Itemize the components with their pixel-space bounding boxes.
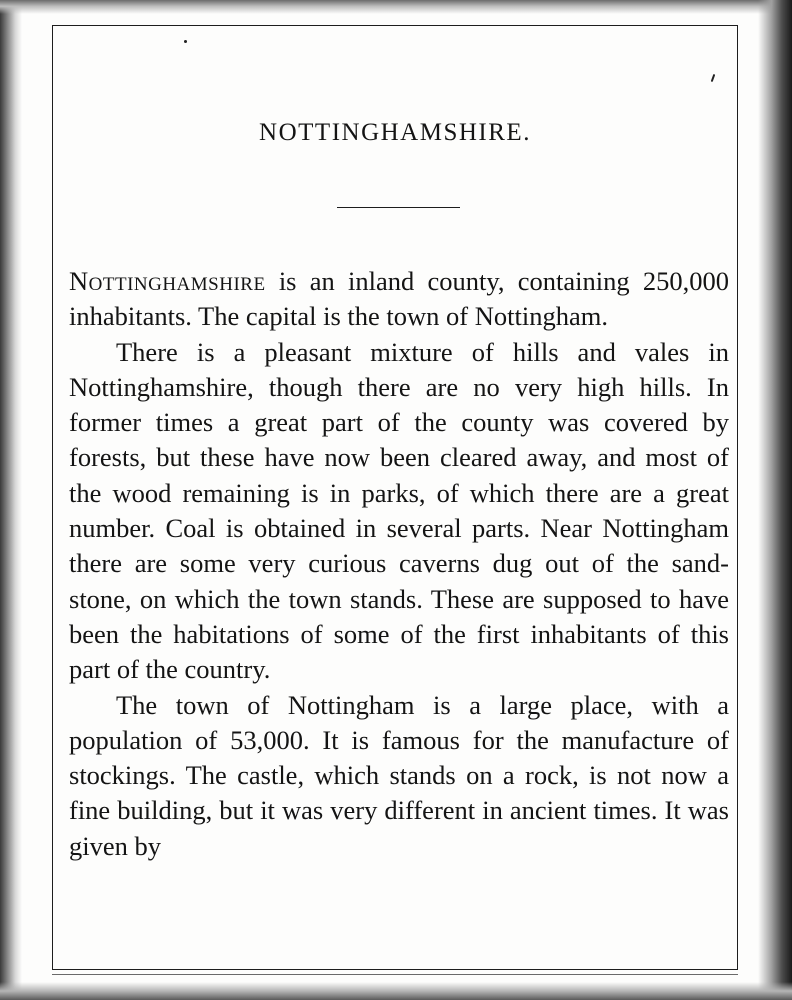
paragraph-1-text: is an inland county, containing 250,000 inhabitants. The capital is the town of Nottingham. [69,266,729,332]
scan-edge-left [0,0,22,1000]
title-rule [337,207,460,208]
ink-speck [184,40,187,43]
scan-edge-bottom [0,982,792,1000]
paragraph-3: The town of Nottingham is a large place, with a population of 53,000. It is famous for the manufacture of stockings. The castle, which stands on a rock, is not now a fine building, but it was very different in ancient times. It was given by [69,689,729,861]
scan-edge-right [758,0,792,1000]
body-text [69,264,729,864]
paragraph-1 [69,264,729,335]
scan-edge-top [0,0,792,14]
lead-word: Nottinghamshire [69,266,266,296]
paragraph-2: There is a pleasant mixture of hills and vales in Nottinghamshire, though there are no very high hills. In former times a great part of the county was covered by forests, but these have now been cleared away, and most of the wood remaining is in parks, of which there are a great number. Coal is obtained in several parts. Near Nottingham there are some very curious caverns dug out of the sand-stone, on which the town stands. These are supposed to have been the habitations of some of the first inhabitants of this part of the country. [69,336,729,685]
page-border-bottom-line [52,974,738,975]
page-title: NOTTINGHAMSHIRE. [259,119,531,146]
